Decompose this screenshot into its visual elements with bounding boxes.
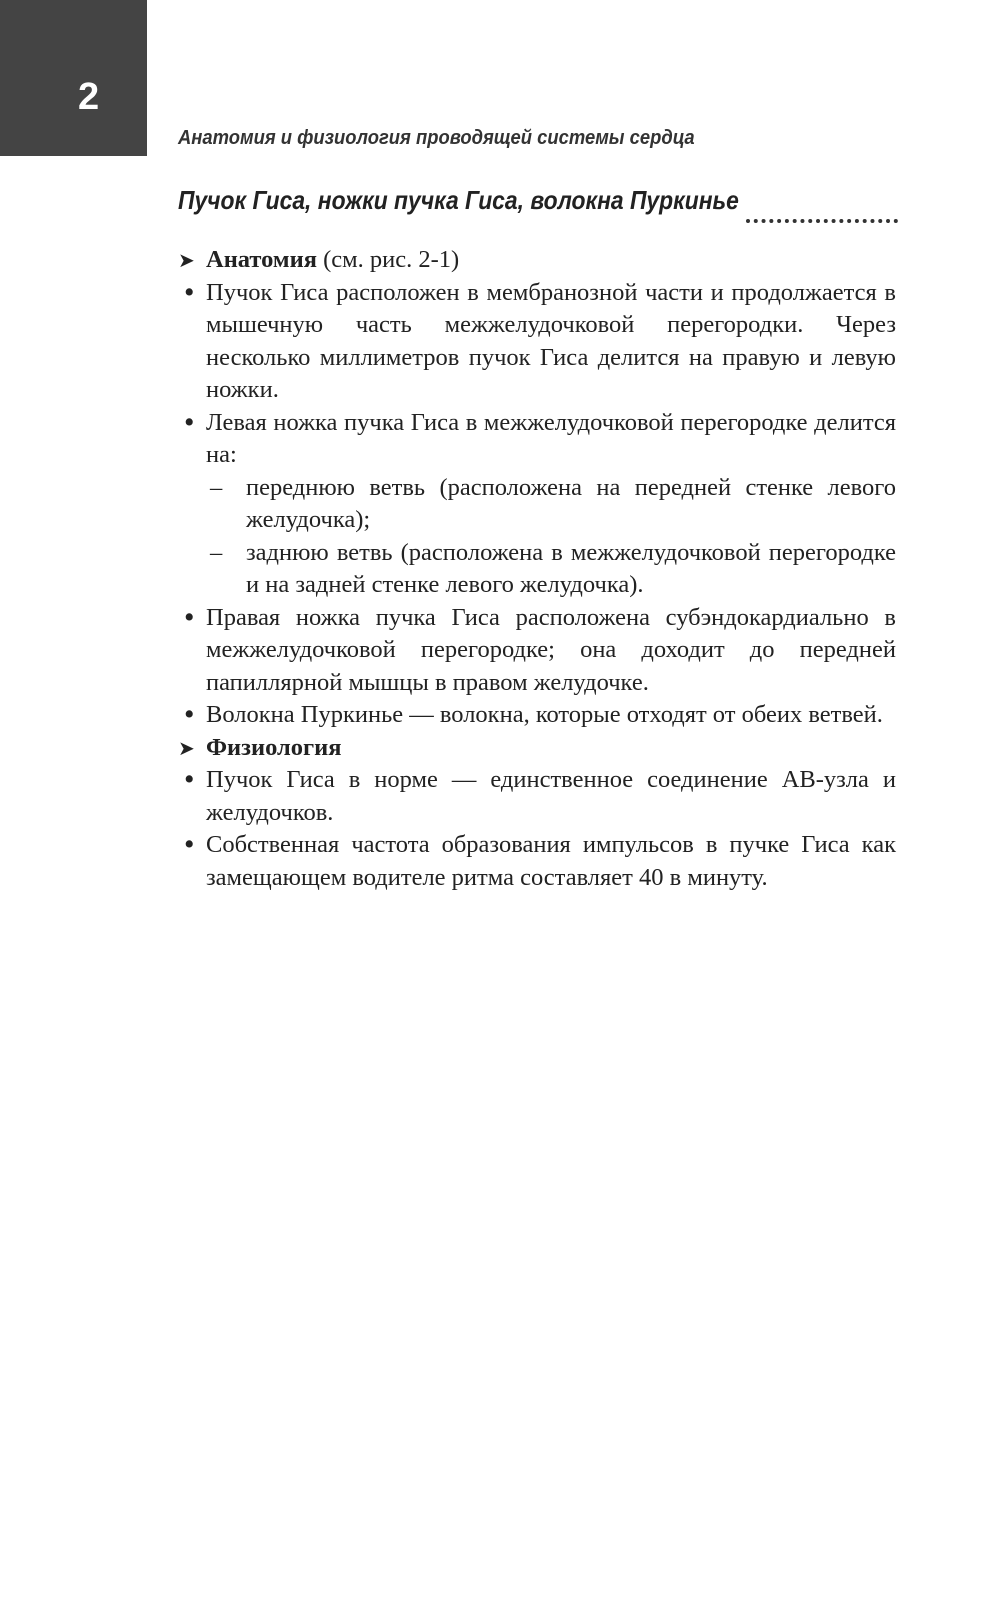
list-item <box>178 602 896 700</box>
dash-bullet-icon: – <box>210 538 223 566</box>
sub-list-item-text: заднюю ветвь (расположена в межжелудочковой перегородке и на задней стенке левого желудочка). <box>246 538 896 598</box>
arrow-bullet-icon: ➤ <box>178 735 195 760</box>
sub-list-item <box>178 472 896 537</box>
dotted-rule <box>746 219 898 223</box>
running-header: Анатомия и физиология проводящей системы сердца <box>178 127 695 149</box>
list-item-text: Волокна Пуркинье — волокна, которые отходят от обеих ветвей. <box>206 701 883 728</box>
section-title-text: Пучок Гиса, ножки пучка Гиса, волокна Пуркинье <box>178 185 739 215</box>
dash-bullet-icon: – <box>210 473 223 501</box>
bullet-dot-icon: • <box>182 602 197 632</box>
anatomy-heading <box>178 244 896 277</box>
list-item <box>178 829 896 894</box>
sub-list-item-text: переднюю ветвь (расположена на передней стенке левого желудочка); <box>246 473 896 533</box>
list-item <box>178 764 896 829</box>
list-item-text: Пучок Гиса расположен в мембранозной части и продолжается в мышечную часть межжелудочковой перегородки. Через несколько миллиметров пучок Гиса делится на правую и левую ножки. <box>206 278 896 403</box>
list-item-text: Правая ножка пучка Гиса расположена субэндокардиально в межжелудочковой перегородке; она доходит до передней папиллярной мышцы в правом желудочке. <box>206 603 896 696</box>
sub-list-item <box>178 537 896 602</box>
list-item-text: Левая ножка пучка Гиса в межжелудочковой перегородке делится на: <box>206 408 896 468</box>
section-title <box>178 185 898 225</box>
bullet-dot-icon: • <box>182 407 197 437</box>
list-item-text: Пучок Гиса в норме — единственное соединение АВ-узла и желудочков. <box>206 766 896 826</box>
list-item-text: Собственная частота образования импульсов в пучке Гиса как замещающем водителе ритма составляет 40 в минуту. <box>206 831 896 891</box>
bullet-dot-icon: • <box>182 765 197 794</box>
physiology-heading <box>178 732 896 765</box>
figure-reference: (см. рис. 2-1) <box>316 246 460 273</box>
anatomy-heading-label: Анатомия <box>206 246 317 273</box>
bullet-dot-icon: • <box>182 830 197 859</box>
body-text <box>178 244 896 894</box>
list-item <box>178 277 896 407</box>
physiology-heading-label: Физиология <box>206 733 342 761</box>
chapter-number: 2 <box>78 76 100 118</box>
list-item <box>178 407 896 472</box>
chapter-tab <box>0 0 147 156</box>
bullet-dot-icon: • <box>182 277 197 307</box>
arrow-bullet-icon: ➤ <box>178 248 195 272</box>
list-item <box>178 699 896 732</box>
bullet-dot-icon: • <box>182 700 197 729</box>
